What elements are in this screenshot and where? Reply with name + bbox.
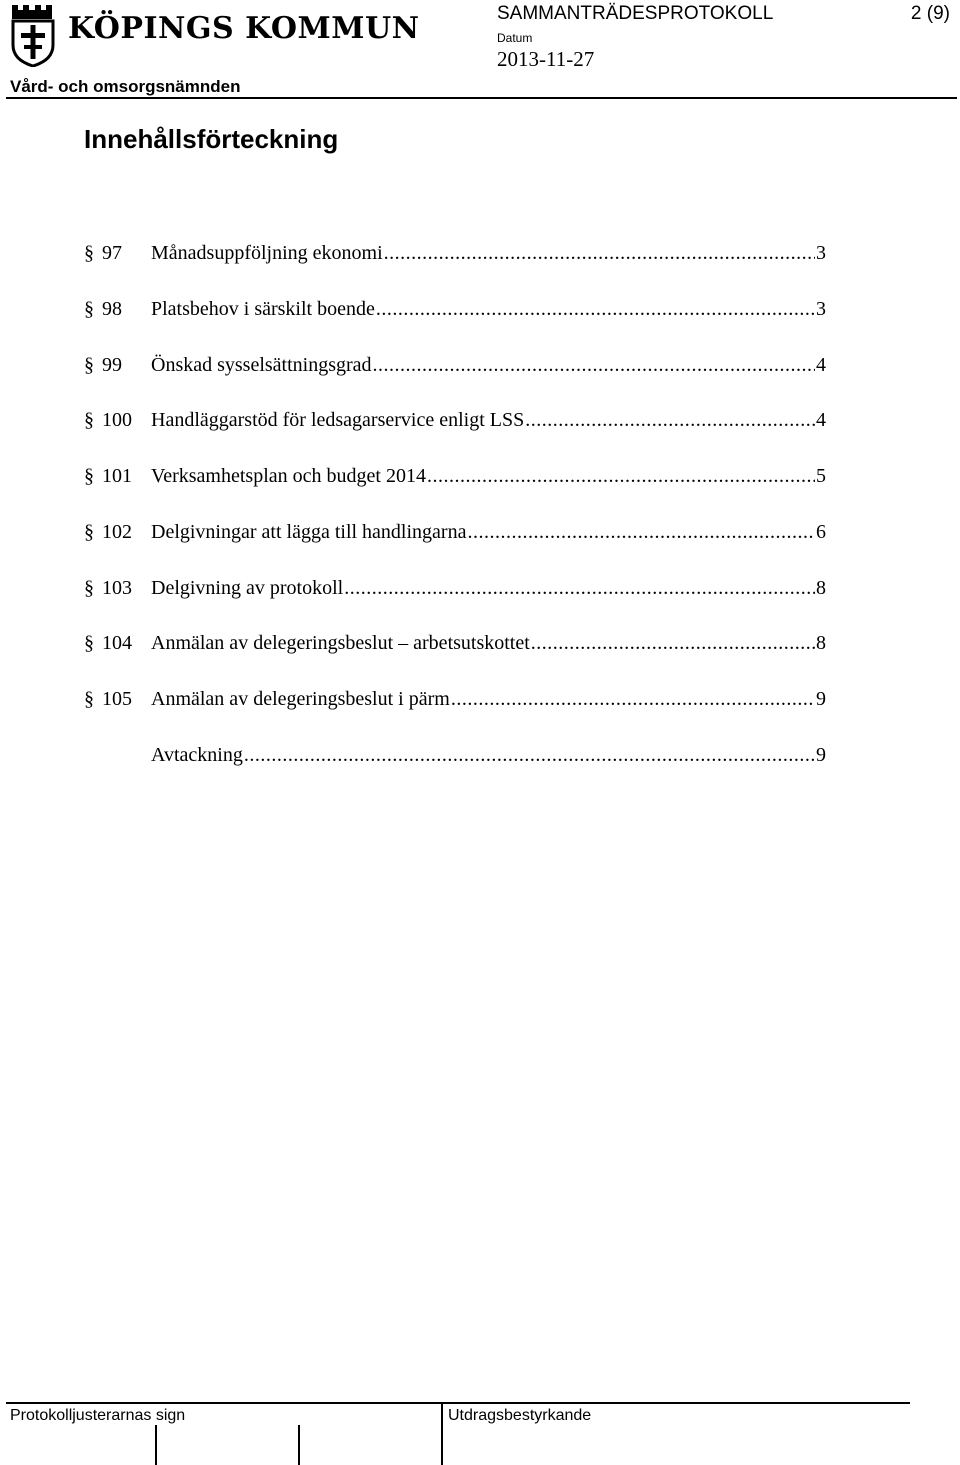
- organization-name: KÖPINGS KOMMUN: [68, 11, 420, 46]
- section-symbol: §: [84, 242, 94, 264]
- toc-entry-title: Önskad sysselsättningsgrad: [151, 354, 372, 376]
- toc-entry-number: 101: [102, 465, 132, 487]
- page-number: 2 (9): [910, 3, 950, 24]
- section-symbol: §: [84, 577, 94, 599]
- date-label: Datum: [497, 31, 533, 45]
- toc-entry-number: 104: [102, 632, 132, 654]
- footer-divider: [6, 1402, 910, 1404]
- toc-entry-98[interactable]: [84, 296, 826, 322]
- toc-entry-105[interactable]: [84, 686, 826, 712]
- toc-entry-page: 9: [816, 744, 826, 766]
- dot-leader: [373, 352, 815, 378]
- toc-entry-title: Anmälan av delegeringsbeslut i pärm: [151, 688, 450, 710]
- toc-entry-title: Anmälan av delegeringsbeslut – arbetsutskottet: [151, 632, 530, 654]
- page-title: Innehållsförteckning: [84, 124, 339, 154]
- toc-entry-97[interactable]: [84, 240, 826, 266]
- toc-entry-page: 9: [816, 688, 826, 710]
- dot-leader: [531, 630, 815, 656]
- toc-entry-page: 3: [816, 298, 826, 320]
- document-type: SAMMANTRÄDESPROTOKOLL: [497, 3, 774, 24]
- meeting-date: 2013-11-27: [497, 47, 595, 71]
- dot-leader: [525, 407, 815, 433]
- toc-entry-number: 100: [102, 409, 132, 431]
- toc-entry-99[interactable]: [84, 352, 826, 378]
- toc-entry-100[interactable]: [84, 407, 826, 433]
- municipality-logo: [10, 3, 420, 67]
- dot-leader: [244, 742, 815, 768]
- header-divider: [6, 97, 957, 99]
- toc-entry-title: Delgivningar att lägga till handlingarna: [151, 521, 467, 543]
- dot-leader: [376, 296, 815, 322]
- dot-leader: [451, 686, 815, 712]
- toc-entry-number: 98: [102, 298, 122, 320]
- toc-entry-avtackning[interactable]: [84, 742, 826, 768]
- toc-entry-page: 6: [816, 521, 826, 543]
- toc-entry-page: 8: [816, 632, 826, 654]
- section-symbol: §: [84, 632, 94, 654]
- dot-leader: [384, 240, 815, 266]
- toc-entry-104[interactable]: [84, 630, 826, 656]
- dot-leader: [427, 463, 815, 489]
- toc-entry-page: 3: [816, 242, 826, 264]
- toc-entry-page: 4: [816, 409, 826, 431]
- section-symbol: §: [84, 409, 94, 431]
- toc-entry-number: 97: [102, 242, 122, 264]
- toc-entry-title: Månadsuppföljning ekonomi: [151, 242, 383, 264]
- toc-entry-number: 103: [102, 577, 132, 599]
- section-symbol: §: [84, 521, 94, 543]
- footer-column-divider: [441, 1404, 443, 1465]
- section-symbol: §: [84, 465, 94, 487]
- toc-entry-page: 8: [816, 577, 826, 599]
- toc-entry-103[interactable]: [84, 575, 826, 601]
- toc-entry-102[interactable]: [84, 519, 826, 545]
- toc-entry-title: Verksamhetsplan och budget 2014: [151, 465, 426, 487]
- toc-entry-number: 105: [102, 688, 132, 710]
- signature-label: Protokolljusterarnas sign: [10, 1407, 186, 1424]
- signature-box-divider: [298, 1425, 300, 1465]
- toc-entry-number: 102: [102, 521, 132, 543]
- section-symbol: §: [84, 688, 94, 710]
- signature-box-divider: [155, 1425, 157, 1465]
- coat-of-arms-icon: [10, 3, 56, 67]
- certification-label: Utdragsbestyrkande: [448, 1407, 592, 1424]
- toc-entry-title: Platsbehov i särskilt boende: [151, 298, 375, 320]
- section-symbol: §: [84, 354, 94, 376]
- toc-entry-101[interactable]: [84, 463, 826, 489]
- toc-entry-number: 99: [102, 354, 122, 376]
- dot-leader: [467, 519, 815, 545]
- toc-entry-title: Avtackning: [151, 744, 243, 766]
- toc-entry-page: 4: [816, 354, 826, 376]
- dot-leader: [344, 575, 815, 601]
- committee-name: Vård- och omsorgsnämnden: [10, 77, 241, 96]
- section-symbol: §: [84, 298, 94, 320]
- toc-entry-title: Handläggarstöd för ledsagarservice enligt LSS: [151, 409, 525, 431]
- toc-entry-title: Delgivning av protokoll: [151, 577, 344, 599]
- toc-entry-page: 5: [816, 465, 826, 487]
